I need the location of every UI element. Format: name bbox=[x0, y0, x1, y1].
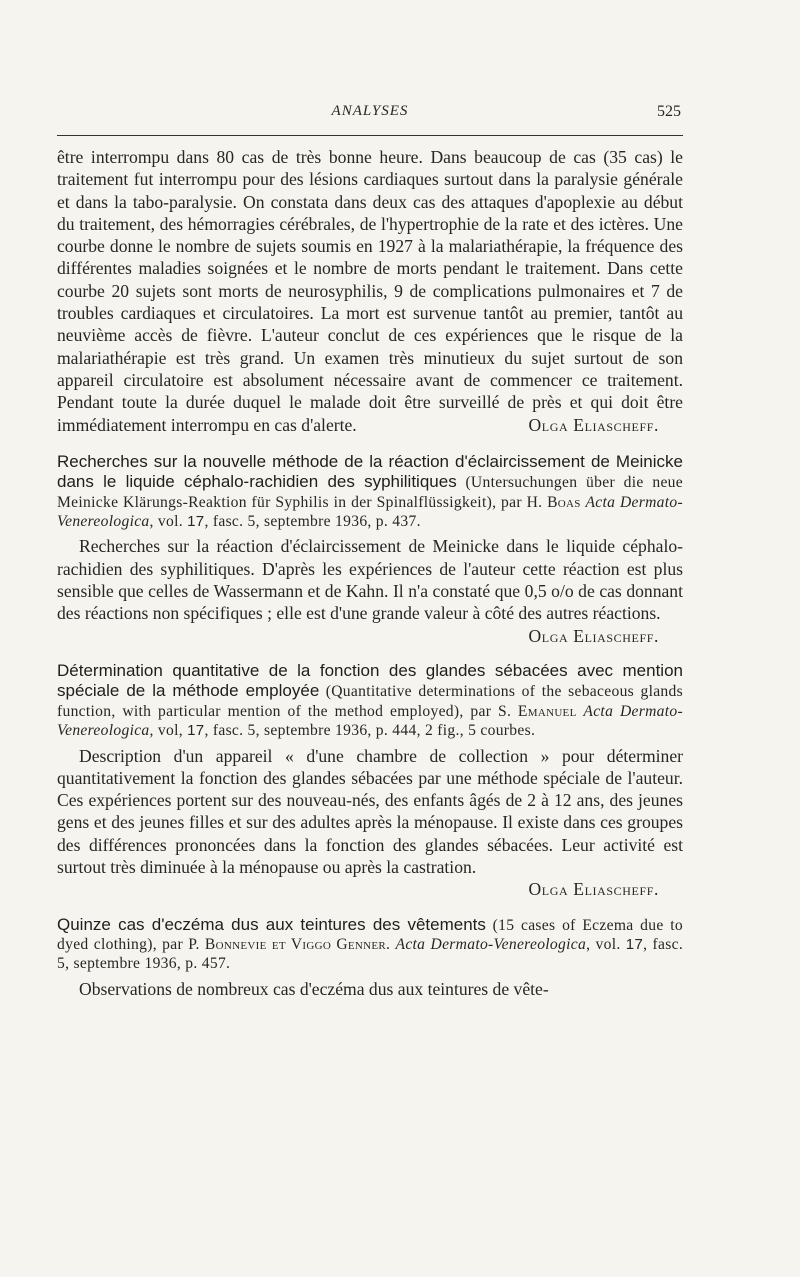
volume-number: 17 bbox=[187, 513, 205, 531]
page-content bbox=[57, 146, 683, 1000]
volume-number: 17 bbox=[625, 936, 644, 954]
article-title: Quinze cas d'eczéma dus aux teintures des vêtements bbox=[57, 914, 486, 934]
header-rule bbox=[57, 135, 683, 136]
page-header bbox=[57, 103, 683, 131]
reference-tail: , fasc. 5, septembre 1936, p. 444, 2 fig., 5 courbes. bbox=[204, 722, 536, 740]
page-number: 525 bbox=[657, 103, 681, 120]
continuation-text: être interrompu dans 80 cas de très bonne heure. Dans beaucoup de cas (35 cas) le traitement fut interrompu pour des lésions cardiaques surtout dans la paralysie générale et dans la tabo-paralysie. On constata dans deux cas des attaques d'apoplexie au début du traitement, des hémorragies cérébrales, de l'hypertrophie de la rate et des ictères. Une courbe donne le nombre de sujets soumis en 1927 à la malariathérapie, la fréquence des différentes maladies soignées et le nombre de morts pendant le traitement. Dans cette courbe 20 sujets sont morts de neurosyphilis, 9 de complications pulmonaires et 7 de troubles cardiaques et circulatoires. La mort est survenue tantôt au premier, tantôt au neuvième accès de fièvre. L'auteur conclut de ces expériences que le risque de la malariathérapie est très grand. Un examen très minutieux du sujet surtout de son appareil circulatoire est absolument nécessaire avant de commencer ce traitement. Pendant toute la durée duquel le malade doit être surveillé de près et qui doit être immédiatement interrompu en cas d'alerte. bbox=[57, 147, 683, 435]
volume-label: , vol, bbox=[149, 722, 183, 740]
article-abstract: Description d'un appareil « d'une chambre de collection » pour déterminer quantitativement la fonction des glandes sébacées par une méthode spéciale de l'auteur. Ces expériences portent sur des nouveau-nés, des enfants âgés de 2 à 12 ans, des jeunes gens et des jeunes filles et sur des adultes après la ménopause. Il existe dans ces groupes des différences prononcées dans la fonction des glandes sébacées. Leur activité est surtout très diminuée à la ménopause ou après la castration. bbox=[57, 745, 683, 878]
article-title: Recherches sur la nouvelle méthode de la réaction d'éclaircissement de Meinicke dans le liquide céphalo-rachidien des syphilitiques bbox=[57, 451, 683, 492]
reference-block bbox=[57, 452, 683, 532]
journal-name: Acta Dermato-Venereologica bbox=[57, 702, 683, 740]
journal-name: Acta Dermato-Venereologica bbox=[395, 936, 587, 954]
author-name: Boas bbox=[547, 493, 581, 511]
reference-text: (Untersuchungen über die neue Meinicke Klärungs-Reaktion für Syphilis in der Spinalflüssigkeit), par H. bbox=[57, 474, 683, 511]
reference-tail: , fasc. 5, septembre 1936, p. 437. bbox=[204, 513, 421, 531]
running-title: ANALYSES bbox=[331, 103, 409, 119]
article-title: Détermination quantitative de la fonction des glandes sébacées avec mention spéciale de la méthode employée bbox=[57, 660, 683, 701]
reference-block bbox=[57, 915, 683, 974]
author-name: Bonnevie et Viggo Genner. bbox=[204, 936, 391, 954]
signature: Olga Eliascheff. bbox=[528, 625, 659, 646]
reference-tail: , fasc. 5, septembre 1936, p. 457. bbox=[57, 936, 684, 973]
article-abstract: Recherches sur la réaction d'éclaircissement de Meinicke dans le liquide céphalo-rachidien des syphilitiques. D'après les expériences de l'auteur cette réaction est plus sensible que celles de Wassermann et de Kahn. Il n'a constaté que 0,5 o/o de cas donnant des réactions non spécifiques ; elle est d'une grande valeur à côté des autres réactions. bbox=[57, 536, 683, 624]
author-name: Emanuel bbox=[517, 702, 577, 720]
article-abstract: Observations de nombreux cas d'eczéma dus aux teintures de vête- bbox=[79, 978, 549, 999]
article-reference-2 bbox=[57, 661, 683, 901]
reference-text: (Quantitative determinations of the sebaceous glands function, with particular mention of the method employed), par S. bbox=[57, 683, 683, 720]
reference-text: (15 cases of Eczema due to dyed clothing), par P. bbox=[57, 916, 684, 954]
journal-name: Acta Dermato-Venereologica bbox=[57, 493, 683, 531]
volume-number: 17 bbox=[187, 722, 205, 740]
continuation-paragraph bbox=[57, 146, 683, 436]
volume-label: , vol. bbox=[149, 513, 183, 531]
volume-label: , vol. bbox=[586, 936, 621, 954]
reference-block bbox=[57, 661, 683, 741]
article-reference-3 bbox=[57, 915, 683, 1001]
article-reference-1 bbox=[57, 452, 683, 647]
signature: Olga Eliascheff. bbox=[528, 879, 659, 900]
signature: Olga Eliascheff. bbox=[528, 414, 659, 435]
